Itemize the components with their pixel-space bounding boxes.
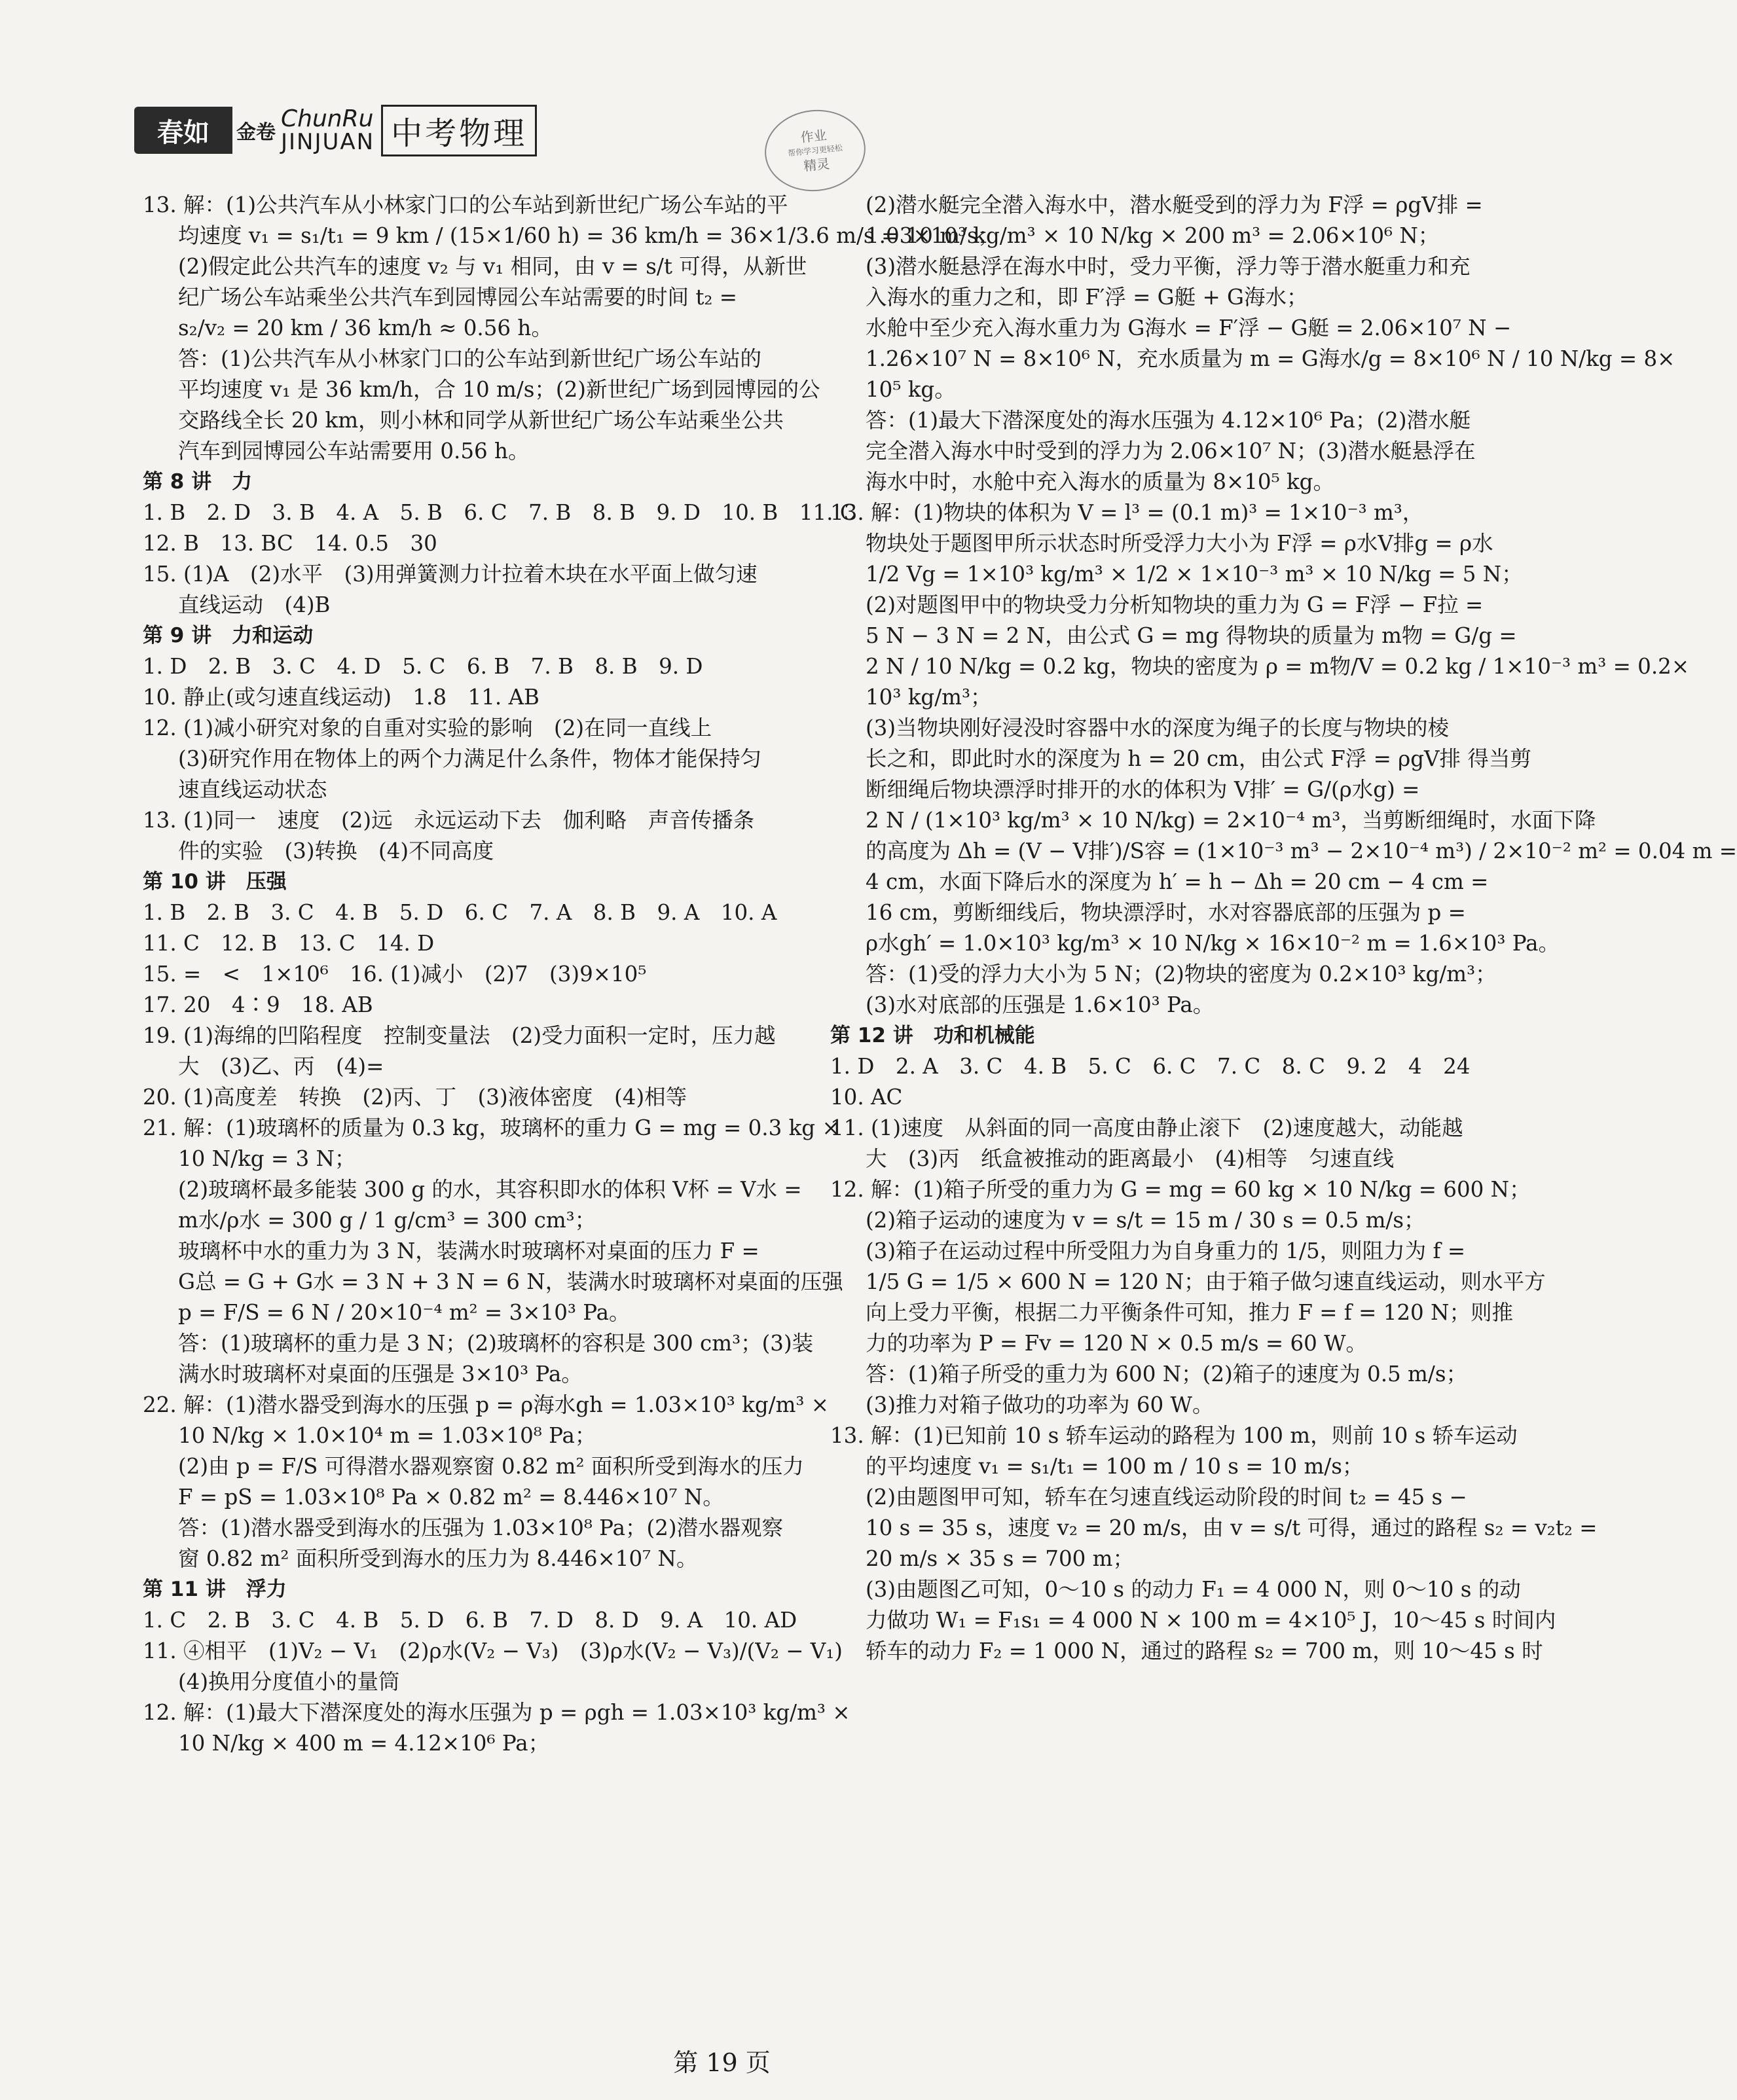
answer-line: G总 = G + G水 = 3 N + 3 N = 6 N，装满水时玻璃杯对桌面的压强 (178, 1269, 843, 1294)
answer-line: (3)研究作用在物体上的两个力满足什么条件，物体才能保持匀 (178, 746, 762, 771)
answer-line: 长之和，即此时水的深度为 h = 20 cm，由公式 F浮 = ρgV排 得当剪 (866, 746, 1531, 771)
answer-line: 12. 解：(1)最大下潜深度处的海水压强为 p = ρgh = 1.03×10³ kg/m³ × (143, 1700, 850, 1725)
logo-english-line2: JINJUAN (281, 129, 375, 155)
answer-line: 1. B 2. B 3. C 4. B 5. D 6. C 7. A 8. B 9. A 10. A (143, 900, 777, 925)
answer-line: 16 cm，剪断细线后，物块漂浮时，水对容器底部的压强为 p = (866, 900, 1466, 925)
answer-line: 速直线运动状态 (178, 777, 327, 802)
page-number: 第 19 页 (673, 2048, 771, 2077)
answer-line: 5 N − 3 N = 2 N，由公式 G = mg 得物块的质量为 m物 = G/g = (866, 623, 1517, 648)
answer-line: 12. B 13. BC 14. 0.5 30 (143, 531, 437, 556)
answer-line: 1. C 2. B 3. C 4. B 5. D 6. B 7. D 8. D 9. A 10. AD (143, 1608, 797, 1633)
answer-line: 大 (3)乙、丙 (4)= (178, 1054, 384, 1079)
answer-line: 第 11 讲 浮力 (143, 1578, 287, 1601)
answer-line: 10⁵ kg。 (866, 377, 956, 402)
answer-line: 12. 解：(1)箱子所受的重力为 G = mg = 60 kg × 10 N/kg = 600 N； (830, 1177, 1531, 1202)
answer-line: 纪广场公车站乘坐公共汽车到园博园公车站需要的时间 t₂ = (178, 285, 737, 310)
answer-line: 10 N/kg = 3 N； (178, 1146, 356, 1171)
answer-line: 1.26×10⁷ N = 8×10⁶ N，充水质量为 m = G海水/g = 8×10⁶ N / 10 N/kg = 8× (866, 346, 1675, 371)
answer-line: 15. = < 1×10⁶ 16. (1)减小 (2)7 (3)9×10⁵ (143, 962, 647, 987)
answer-line: 13. 解：(1)已知前 10 s 轿车运动的路程为 100 m，则前 10 s 轿车运动 (830, 1423, 1518, 1448)
answer-line: F = pS = 1.03×10⁸ Pa × 0.82 m² = 8.446×10⁷ N。 (178, 1485, 724, 1510)
answer-line: (3)箱子在运动过程中所受阻力为自身重力的 1/5，则阻力为 f = (866, 1239, 1466, 1263)
answer-line: 交路线全长 20 km，则小林和同学从新世纪广场公车站乘坐公共 (178, 408, 784, 433)
answer-line: 件的实验 (3)转换 (4)不同高度 (178, 839, 494, 863)
answer-line: (3)潜水艇悬浮在海水中时，受力平衡，浮力等于潜水艇重力和充 (866, 254, 1471, 279)
answer-line: 1. B 2. D 3. B 4. A 5. B 6. C 7. B 8. B 9. D 10. B 11. C (143, 500, 856, 525)
answer-line: 大 (3)丙 纸盒被推动的距离最小 (4)相等 匀速直线 (866, 1146, 1395, 1171)
answer-line: 汽车到园博园公车站需要用 0.56 h。 (178, 439, 530, 463)
answer-line: (3)当物块刚好浸没时容器中水的深度为绳子的长度与物块的棱 (866, 715, 1450, 740)
answer-column-right (830, 190, 1737, 1667)
answer-line: (2)由题图甲可知，轿车在匀速直线运动阶段的时间 t₂ = 45 s − (866, 1485, 1467, 1510)
answer-line: 2 N / (1×10³ kg/m³ × 10 N/kg) = 2×10⁻⁴ m³，当剪断细绳时，水面下降 (866, 808, 1596, 833)
answer-line: (3)由题图乙可知，0～10 s 的动力 F₁ = 4 000 N，则 0～10 s 的动 (866, 1577, 1521, 1602)
answer-line: 的平均速度 v₁ = s₁/t₁ = 100 m / 10 s = 10 m/s； (866, 1454, 1364, 1479)
answer-line: 11. (1)速度 从斜面的同一高度由静止滚下 (2)速度越大，动能越 (830, 1115, 1463, 1140)
answer-line: 20 m/s × 35 s = 700 m； (866, 1546, 1134, 1571)
answer-line: 11. ④相平 (1)V₂ − V₁ (2)ρ水(V₂ − V₃) (3)ρ水(V₂ − V₃)/(V₂ − V₁) (143, 1638, 843, 1663)
answer-line: 力做功 W₁ = F₁s₁ = 4 000 N × 100 m = 4×10⁵ J，10～45 s 时间内 (866, 1608, 1556, 1633)
answer-line: (3)推力对箱子做功的功率为 60 W。 (866, 1392, 1214, 1417)
answer-line: 答：(1)潜水器受到海水的压强为 1.03×10⁸ Pa；(2)潜水器观察 (178, 1515, 783, 1540)
answer-line: 10³ kg/m³； (866, 685, 992, 710)
answer-line: (4)换用分度值小的量筒 (178, 1669, 400, 1694)
answer-line: 4 cm，水面下降后水的深度为 h′ = h − Δh = 20 cm − 4 cm = (866, 869, 1489, 894)
answer-line: 第 8 讲 力 (143, 470, 253, 494)
answer-line: 11. C 12. B 13. C 14. D (143, 931, 435, 956)
answer-line: 19. (1)海绵的凹陷程度 控制变量法 (2)受力面积一定时，压力越 (143, 1023, 776, 1048)
answer-line: 答：(1)公共汽车从小林家门口的公车站到新世纪广场公车站的 (178, 346, 762, 371)
answer-line: (2)假定此公共汽车的速度 v₂ 与 v₁ 相同，由 v = s/t 可得，从新世 (178, 254, 807, 279)
series-title: 中考物理 (381, 105, 537, 156)
answer-line: m水/ρ水 = 300 g / 1 g/cm³ = 300 cm³； (178, 1208, 596, 1233)
answer-line: 物块处于题图甲所示状态时所受浮力大小为 F浮 = ρ水V排g = ρ水 (866, 531, 1493, 556)
answer-line: 1.03×10³ kg/m³ × 10 N/kg × 200 m³ = 2.06×10⁶ N； (866, 223, 1440, 248)
answer-line: 12. (1)减小研究对象的自重对实验的影响 (2)在同一直线上 (143, 715, 712, 740)
answer-line: 2 N / 10 N/kg = 0.2 kg，物块的密度为 ρ = m物/V = 0.2 kg / 1×10⁻³ m³ = 0.2× (866, 654, 1690, 679)
answer-line: 直线运动 (4)B (178, 592, 331, 617)
answer-line: 17. 20 4∶9 18. AB (143, 992, 373, 1017)
answer-line: 1. D 2. A 3. C 4. B 5. C 6. C 7. C 8. C 9. 2 4 24 (830, 1054, 1471, 1079)
answer-line: 10 N/kg × 400 m = 4.12×10⁶ Pa； (178, 1731, 550, 1756)
answer-line: (3)水对底部的压强是 1.6×10³ Pa。 (866, 992, 1215, 1017)
answer-line: 1/2 Vg = 1×10³ kg/m³ × 1/2 × 1×10⁻³ m³ × 10 N/kg = 5 N； (866, 562, 1523, 587)
answer-line: 13. 解：(1)公共汽车从小林家门口的公车站到新世纪广场公车站的平 (143, 192, 788, 217)
answer-line: 入海水的重力之和，即 F′浮 = G艇 + G海水； (866, 285, 1308, 310)
answer-line: 均速度 v₁ = s₁/t₁ = 9 km / (15×1/60 h) = 36 km/h = 36×1/3.6 m/s = 10 m/s； (178, 223, 1000, 248)
answer-line: 窗 0.82 m² 面积所受到海水的压力为 8.446×10⁷ N。 (178, 1546, 698, 1571)
answer-line: 海水中时，水舱中充入海水的质量为 8×10⁵ kg。 (866, 469, 1334, 494)
answer-line: s₂/v₂ = 20 km / 36 km/h ≈ 0.56 h。 (178, 316, 553, 340)
answer-line: 向上受力平衡，根据二力平衡条件可知，推力 F = f = 120 N；则推 (866, 1300, 1513, 1325)
answer-line: ρ水gh′ = 1.0×10³ kg/m³ × 10 N/kg × 16×10⁻² m = 1.6×10³ Pa。 (866, 931, 1560, 956)
answer-line: (2)箱子运动的速度为 v = s/t = 15 m / 30 s = 0.5 m/s； (866, 1208, 1425, 1233)
answer-line: 13. 解：(1)物块的体积为 V = l³ = (0.1 m)³ = 1×10⁻³ m³， (830, 500, 1424, 525)
logo-subtitle: 金卷 (236, 121, 276, 144)
publisher-logo: 春如 (134, 107, 232, 154)
answer-line: 第 12 讲 功和机械能 (830, 1024, 1035, 1047)
answer-line: 1. D 2. B 3. C 4. D 5. C 6. B 7. B 8. B 9. D (143, 654, 703, 679)
page-header (134, 105, 537, 156)
answer-line: 答：(1)玻璃杯的重力是 3 N；(2)玻璃杯的容积是 300 cm³；(3)装 (178, 1331, 814, 1356)
answer-line: 答：(1)最大下潜深度处的海水压强为 4.12×10⁶ Pa；(2)潜水艇 (866, 408, 1471, 433)
stamp-top-text: 作业 (799, 126, 828, 145)
answer-line: 的高度为 Δh = (V − V排′)/S容 = (1×10⁻³ m³ − 2×10⁻⁴ m³) / 2×10⁻² m² = 0.04 m = (866, 839, 1737, 863)
answer-line: 22. 解：(1)潜水器受到海水的压强 p = ρ海水gh = 1.03×10³ kg/m³ × (143, 1392, 829, 1417)
answer-line: 轿车的动力 F₂ = 1 000 N，通过的路程 s₂ = 700 m，则 10～45 s 时 (866, 1638, 1543, 1663)
answer-line: p = F/S = 6 N / 20×10⁻⁴ m² = 3×10³ Pa。 (178, 1300, 631, 1325)
answer-line: (2)由 p = F/S 可得潜水器观察窗 0.82 m² 面积所受到海水的压力 (178, 1454, 804, 1479)
answer-line: 10. AC (830, 1085, 903, 1110)
answer-line: (2)潜水艇完全潜入海水中，潜水艇受到的浮力为 F浮 = ρgV排 = (866, 192, 1483, 217)
answer-line: 断细绳后物块漂浮时排开的水的体积为 V排′ = G/(ρ水g) = (866, 777, 1420, 802)
answer-line: 水舱中至少充入海水重力为 G海水 = F′浮 − G艇 = 2.06×10⁷ N − (866, 316, 1512, 340)
answer-line: 第 10 讲 压强 (143, 870, 287, 894)
answer-line: 力的功率为 P = Fv = 120 N × 0.5 m/s = 60 W。 (866, 1331, 1368, 1356)
answer-line: (2)玻璃杯最多能装 300 g 的水，其容积即水的体积 V杯 = V水 = (178, 1177, 802, 1202)
answer-line: 20. (1)高度差 转换 (2)丙、丁 (3)液体密度 (4)相等 (143, 1085, 687, 1110)
answer-line: 玻璃杯中水的重力为 3 N，装满水时玻璃杯对桌面的压力 F = (178, 1239, 759, 1263)
logo-english (281, 107, 375, 153)
homework-stamp (761, 105, 869, 196)
answer-line: 10 N/kg × 1.0×10⁴ m = 1.03×10⁸ Pa； (178, 1423, 596, 1448)
answer-line: 第 9 讲 力和运动 (143, 624, 314, 647)
answer-line: 答：(1)受的浮力大小为 5 N；(2)物块的密度为 0.2×10³ kg/m³； (866, 962, 1497, 987)
answer-line: 完全潜入海水中时受到的浮力为 2.06×10⁷ N；(3)潜水艇悬浮在 (866, 439, 1476, 463)
answer-line: 满水时玻璃杯对桌面的压强是 3×10³ Pa。 (178, 1362, 583, 1386)
answer-line: 21. 解：(1)玻璃杯的质量为 0.3 kg，玻璃杯的重力 G = mg = 0.3 kg × (143, 1115, 840, 1140)
answer-line: 平均速度 v₁ 是 36 km/h，合 10 m/s；(2)新世纪广场到园博园的公 (178, 377, 820, 402)
stamp-mid-text: 帮你学习更轻松 (787, 143, 843, 158)
answer-line: 15. (1)A (2)水平 (3)用弹簧测力计拉着木块在水平面上做匀速 (143, 562, 758, 587)
answer-line: 10. 静止(或匀速直线运动) 1.8 11. AB (143, 685, 539, 710)
answer-line: (2)对题图甲中的物块受力分析知物块的重力为 G = F浮 − F拉 = (866, 592, 1484, 617)
answer-line: 13. (1)同一 速度 (2)远 永远运动下去 伽利略 声音传播条 (143, 808, 755, 833)
answer-line: 10 s = 35 s，速度 v₂ = 20 m/s，由 v = s/t 可得，通过的路程 s₂ = v₂t₂ = (866, 1515, 1598, 1540)
answer-line: 答：(1)箱子所受的重力为 600 N；(2)箱子的速度为 0.5 m/s； (866, 1362, 1467, 1386)
stamp-bottom-text: 精灵 (803, 156, 831, 175)
answer-line: 1/5 G = 1/5 × 600 N = 120 N；由于箱子做匀速直线运动，则水平方 (866, 1269, 1546, 1294)
logo-english-line1: ChunRu (281, 105, 374, 132)
